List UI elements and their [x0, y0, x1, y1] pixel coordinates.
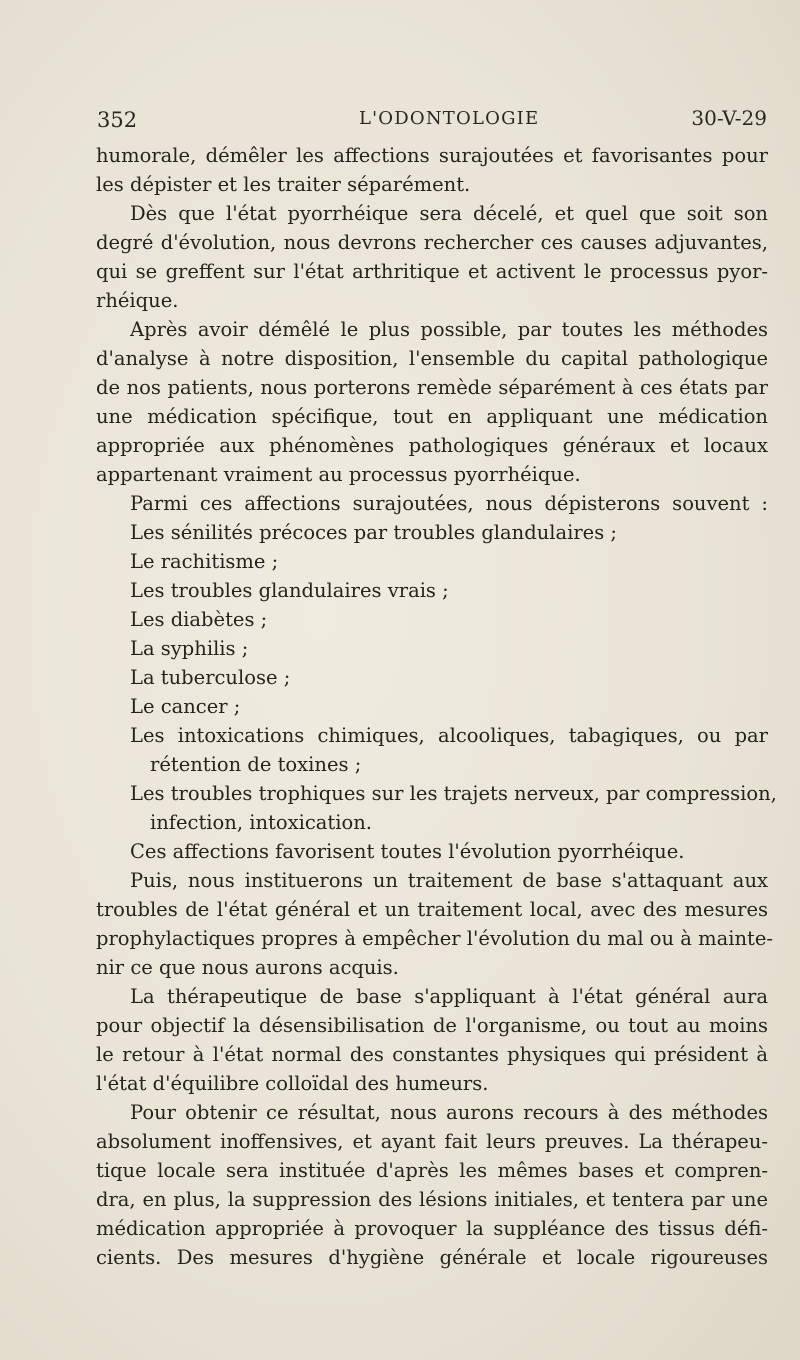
- text-line: Après avoir démêlé le plus possible, par toutes les méthodes: [130, 318, 768, 341]
- text-line: troubles de l'état général et un traitement local, avec des mesures: [96, 898, 768, 921]
- text-line: La syphilis ;: [130, 637, 249, 660]
- text-line: Les diabètes ;: [130, 608, 268, 631]
- text-line: Les intoxications chimiques, alcooliques, tabagiques, ou par: [130, 724, 768, 747]
- text-line: prophylactiques propres à empêcher l'évolution du mal ou à mainte-: [96, 927, 774, 950]
- text-line: Puis, nous instituerons un traitement de base s'attaquant aux: [130, 869, 768, 892]
- text-line: d'analyse à notre disposition, l'ensemble du capital pathologique: [96, 347, 768, 370]
- text-line: les dépister et les traiter séparément.: [96, 173, 471, 196]
- text-line: nir ce que nous aurons acquis.: [96, 956, 399, 979]
- text-line: dra, en plus, la suppression des lésions initiales, et tentera par une: [96, 1188, 768, 1211]
- text-line: La tuberculose ;: [130, 666, 291, 689]
- journal-title: L'ODONTOLOGIE: [359, 108, 540, 129]
- text-line: rhéique.: [96, 289, 179, 312]
- running-header: [97, 104, 767, 136]
- text-line: degré d'évolution, nous devrons rechercher ces causes adjuvantes,: [96, 231, 768, 254]
- text-line: infection, intoxication.: [150, 811, 372, 834]
- text-line: Les troubles glandulaires vrais ;: [130, 579, 449, 602]
- text-line: pour objectif la désensibilisation de l'organisme, ou tout au moins: [96, 1014, 768, 1037]
- text-line: rétention de toxines ;: [150, 753, 362, 776]
- text-line: humorale, démêler les affections surajoutées et favorisantes pour: [96, 144, 768, 167]
- text-line: appartenant vraiment au processus pyorrhéique.: [96, 463, 581, 486]
- text-line: une médication spécifique, tout en appliquant une médication: [96, 405, 768, 428]
- text-line: Le rachitisme ;: [130, 550, 279, 573]
- text-line: médication appropriée à provoquer la suppléance des tissus défi-: [96, 1217, 768, 1240]
- text-line: l'état d'équilibre colloïdal des humeurs.: [96, 1072, 489, 1095]
- text-line: Le cancer ;: [130, 695, 241, 718]
- text-line: qui se greffent sur l'état arthritique et activent le processus pyor-: [96, 260, 768, 283]
- text-line: Les sénilités précoces par troubles glandulaires ;: [130, 521, 617, 544]
- text-line: Les troubles trophiques sur les trajets nerveux, par compression,: [130, 782, 777, 805]
- text-line: absolument inoffensives, et ayant fait leurs preuves. La thérapeu-: [96, 1130, 768, 1153]
- body-text: [96, 141, 777, 1272]
- text-line: Parmi ces affections surajoutées, nous dépisterons souvent :: [130, 492, 768, 515]
- text-line: Dès que l'état pyorrhéique sera décelé, et quel que soit son: [130, 202, 768, 225]
- issue-date: 30-V-29: [691, 106, 767, 130]
- text-line: Ces affections favorisent toutes l'évolution pyorrhéique.: [130, 840, 685, 863]
- text-line: de nos patients, nous porterons remède séparément à ces états par: [96, 376, 768, 399]
- text-line: cients. Des mesures d'hygiène générale et locale rigoureuses: [96, 1246, 768, 1269]
- text-line: le retour à l'état normal des constantes physiques qui président à: [96, 1043, 768, 1066]
- text-line: La thérapeutique de base s'appliquant à l'état général aura: [130, 985, 768, 1008]
- text-line: tique locale sera instituée d'après les mêmes bases et compren-: [96, 1159, 768, 1182]
- page-number: 352: [97, 108, 138, 132]
- text-line: appropriée aux phénomènes pathologiques généraux et locaux: [96, 434, 768, 457]
- text-line: Pour obtenir ce résultat, nous aurons recours à des méthodes: [130, 1101, 768, 1124]
